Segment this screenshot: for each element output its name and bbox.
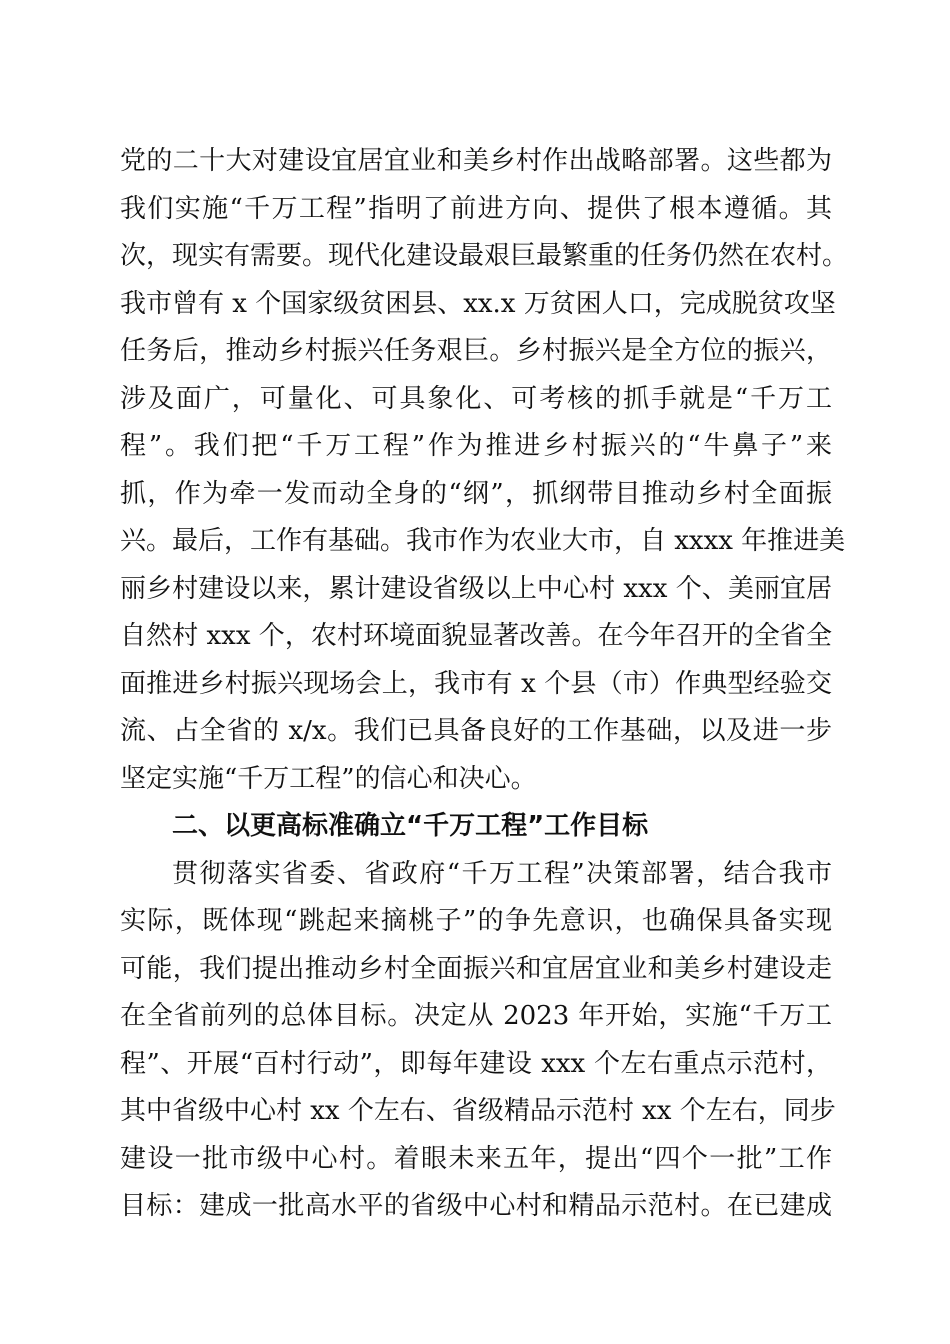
text-line: 流、占全省的 x/x。我们已具备良好的工作基础，以及进一步 [120,716,832,746]
text-line: 面推进乡村振兴现场会上，我市有 x 个县（市）作典型经验交 [120,668,832,699]
section-heading: 二、以更高标准确立“千万工程”工作目标 [172,811,649,841]
text-line: 程”、开展“百村行动”，即每年建设 xxx 个左右重点示范村， [120,1048,832,1079]
text-line: 坚定实施“千万工程”的信心和决心。 [120,763,537,794]
text-line: 我市曾有 x 个国家级贫困县、xx.x 万贫困人口，完成脱贫攻坚 [120,288,836,319]
text-line: 目标：建成一批高水平的省级中心村和精品示范村。在已建成 [120,1191,832,1221]
document-body [120,138,849,1231]
text-line: 在全省前列的总体目标。决定从 2023 年开始，实施“千万工 [120,1001,832,1031]
text-line: 其中省级中心村 xx 个左右、省级精品示范村 xx 个左右，同步 [120,1096,836,1126]
text-line: 建设一批市级中心村。着眼未来五年，提出“四个一批”工作 [120,1143,832,1174]
text-line: 涉及面广，可量化、可具象化、可考核的抓手就是“千万工 [120,383,832,414]
text-line: 贯彻落实省委、省政府“千万工程”决策部署，结合我市 [172,858,832,889]
text-line: 党的二十大对建设宜居宜业和美乡村作出战略部署。这些都为 [120,146,832,176]
text-line: 任务后，推动乡村振兴任务艰巨。乡村振兴是全方位的振兴， [120,336,832,366]
text-line: 实际，既体现“跳起来摘桃子”的争先意识，也确保具备实现 [120,906,832,936]
text-line: 自然村 xxx 个，农村环境面貌显著改善。在今年召开的全省全 [120,621,832,651]
text-line: 抓，作为牵一发而动全身的“纲”，抓纲带目推动乡村全面振 [120,478,832,509]
text-line: 可能，我们提出推动乡村全面振兴和宜居宜业和美乡村建设走 [120,953,832,984]
text-line: 兴。最后，工作有基础。我市作为农业大市，自 xxxx 年推进美 [120,526,846,556]
text-line: 我们实施“千万工程”指明了前进方向、提供了根本遵循。其 [120,193,832,224]
text-line: 次，现实有需要。现代化建设最艰巨最繁重的任务仍然在农村。 [120,241,849,271]
paragraph-1 [120,138,849,803]
text-line: 程”。我们把“千万工程”作为推进乡村振兴的“牛鼻子”来 [120,431,832,461]
paragraph-2 [120,851,836,1231]
text-line: 丽乡村建设以来，累计建设省级以上中心村 xxx 个、美丽宜居 [120,573,832,604]
